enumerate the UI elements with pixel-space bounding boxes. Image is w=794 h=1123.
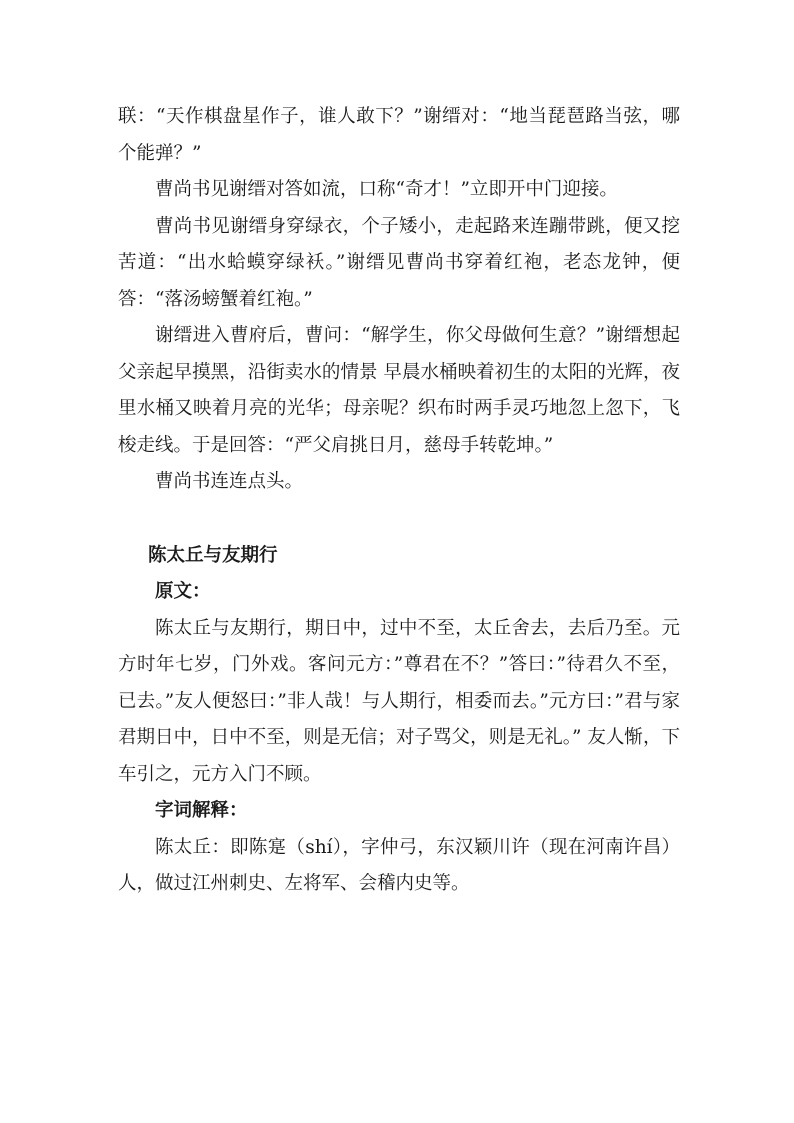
section-spacer <box>118 501 680 538</box>
glossary-paragraph: 陈太丘：即陈寔（shí），字仲弓，东汉颖川许（现在河南许昌）人，做过江州刺史、左将军、会稽内史等。 <box>118 836 680 894</box>
paragraph-nod: 曹尚书连连点头。 <box>155 471 304 492</box>
paragraph-mockery: 曹尚书见谢缙身穿绿衣，个子矮小，走起路来连蹦带跳，便又挖苦道：“出水蛤蟆穿绿袄。”谢缙见曹尚书穿着红袍，老态龙钟，便答：“落汤螃蟹着红袍。” <box>118 215 680 310</box>
original-text-paragraph: 陈太丘与友期行，期日中，过中不至，太丘舍去，去后乃至。元方时年七岁，门外戏。客问元方：”尊君在不？”答曰：”待君久不至，已去。”友人便怒曰：”非人哉！与人期行，相委而去。”元方曰：”君与家君期日中，日中不至，则是无信；对子骂父，则是无礼。” 友人惭，下车引之，元方入门不顾。 <box>118 617 680 785</box>
original-text-heading: 原文： <box>155 581 211 602</box>
glossary-heading: 字词解释： <box>155 800 248 821</box>
paragraph-couplet: 联：“天作棋盘星作子，谁人敢下？”谢缙对：“地当琵琶路当弦，哪个能弹？” <box>118 106 680 164</box>
paragraph-parents: 谢缙进入曹府后，曹问：“解学生，你父母做何生意？”谢缙想起父亲起早摸黑，沿街卖水的情景 早晨水桶映着初生的太阳的光辉，夜里水桶又映着月亮的光华；母亲呢？织布时两手灵巧地忽上忽下，飞梭走线。于是回答：“严父肩挑日月，慈母手转乾坤。” <box>118 325 680 456</box>
section-title: 陈太丘与友期行 <box>148 544 278 566</box>
paragraph-welcome: 曹尚书见谢缙对答如流，口称“奇才！”立即开中门迎接。 <box>155 179 618 200</box>
document-body <box>118 99 680 903</box>
